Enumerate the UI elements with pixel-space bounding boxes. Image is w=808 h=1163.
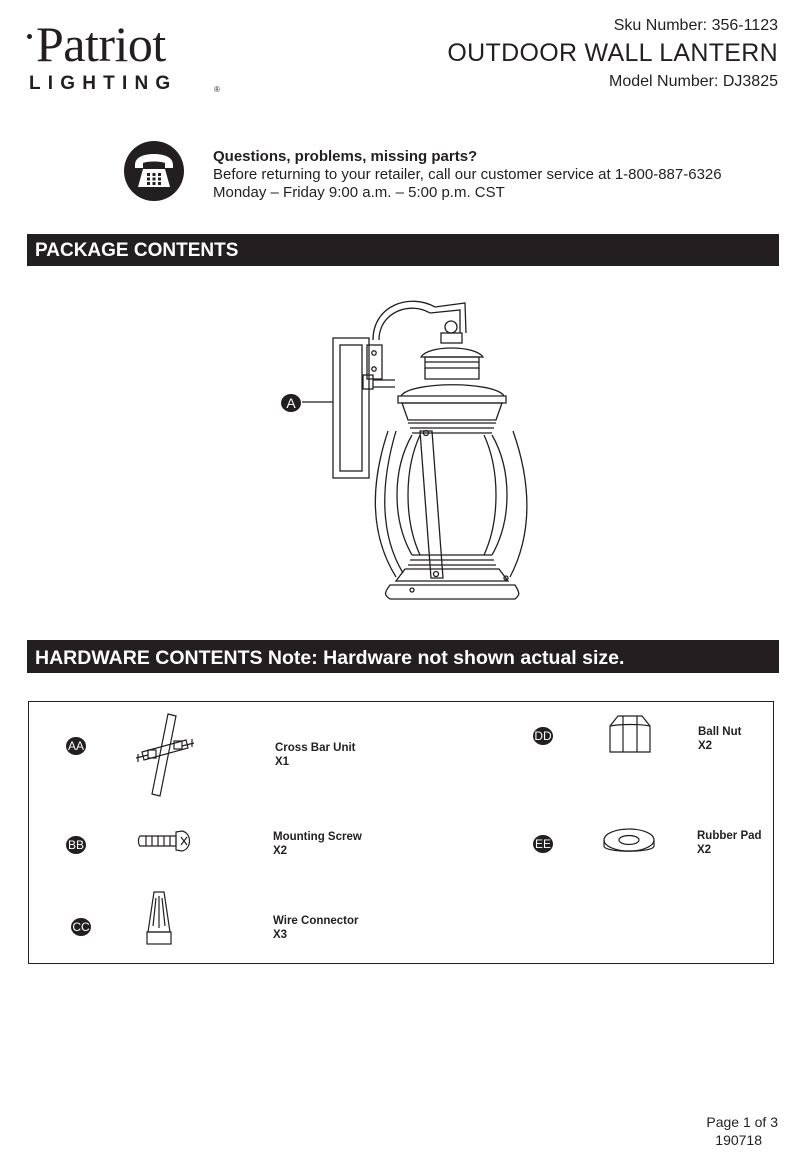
mounting-screw-illustration (136, 828, 194, 854)
hardware-name: Mounting Screw (273, 831, 362, 843)
support-info (213, 148, 722, 202)
registered-mark: ® (214, 85, 220, 94)
brand-logo: Patriot (36, 16, 166, 72)
hardware-name: Ball Nut (698, 726, 742, 738)
wire-connector-illustration (143, 888, 175, 948)
hardware-qty: X1 (275, 756, 290, 768)
hardware-name: Wire Connector (273, 915, 359, 927)
hardware-name: Rubber Pad (697, 830, 762, 842)
hardware-badge-dd: DD (534, 729, 552, 743)
phone-icon (124, 141, 184, 201)
package-contents-heading: PACKAGE CONTENTS (27, 234, 779, 266)
hardware-badge-ee: EE (534, 837, 551, 851)
page-number: Page 1 of 3 (706, 1114, 778, 1130)
hardware-badge-bb: BB (67, 838, 84, 852)
hardware-label-aa (275, 741, 356, 769)
hardware-qty: X2 (273, 845, 288, 857)
part-badge-a: A (281, 394, 301, 412)
support-line-1: Before returning to your retailer, call our customer service at 1-800-887-6326 (213, 166, 722, 183)
product-title: OUTDOOR WALL LANTERN (447, 39, 778, 67)
hardware-badge-cc: CC (72, 920, 90, 934)
hardware-qty: X2 (697, 844, 712, 856)
hardware-label-ee (697, 829, 762, 857)
hardware-name: Cross Bar Unit (275, 742, 356, 754)
cross-bar-illustration (132, 710, 198, 800)
support-line-2: Monday – Friday 9:00 a.m. – 5:00 p.m. CST (213, 184, 505, 201)
ball-nut-illustration (606, 712, 654, 758)
sku-number: Sku Number: 356-1123 (613, 17, 778, 34)
lantern-illustration (270, 285, 540, 615)
support-question: Questions, problems, missing parts? (213, 148, 478, 165)
logo-dot (27, 34, 32, 39)
brand-subtitle: LIGHTING (29, 73, 178, 94)
hardware-qty: X3 (273, 929, 288, 941)
hardware-contents-heading: HARDWARE CONTENTS Note: Hardware not shown actual size. (27, 640, 779, 673)
document-code: 190718 (715, 1132, 762, 1148)
hardware-label-bb (273, 830, 362, 858)
hardware-label-dd (698, 725, 741, 753)
model-number: Model Number: DJ3825 (609, 73, 778, 90)
hardware-badge-aa: AA (67, 739, 84, 753)
hardware-label-cc (273, 914, 359, 942)
rubber-pad-illustration (601, 824, 657, 862)
hardware-qty: X2 (698, 740, 713, 752)
